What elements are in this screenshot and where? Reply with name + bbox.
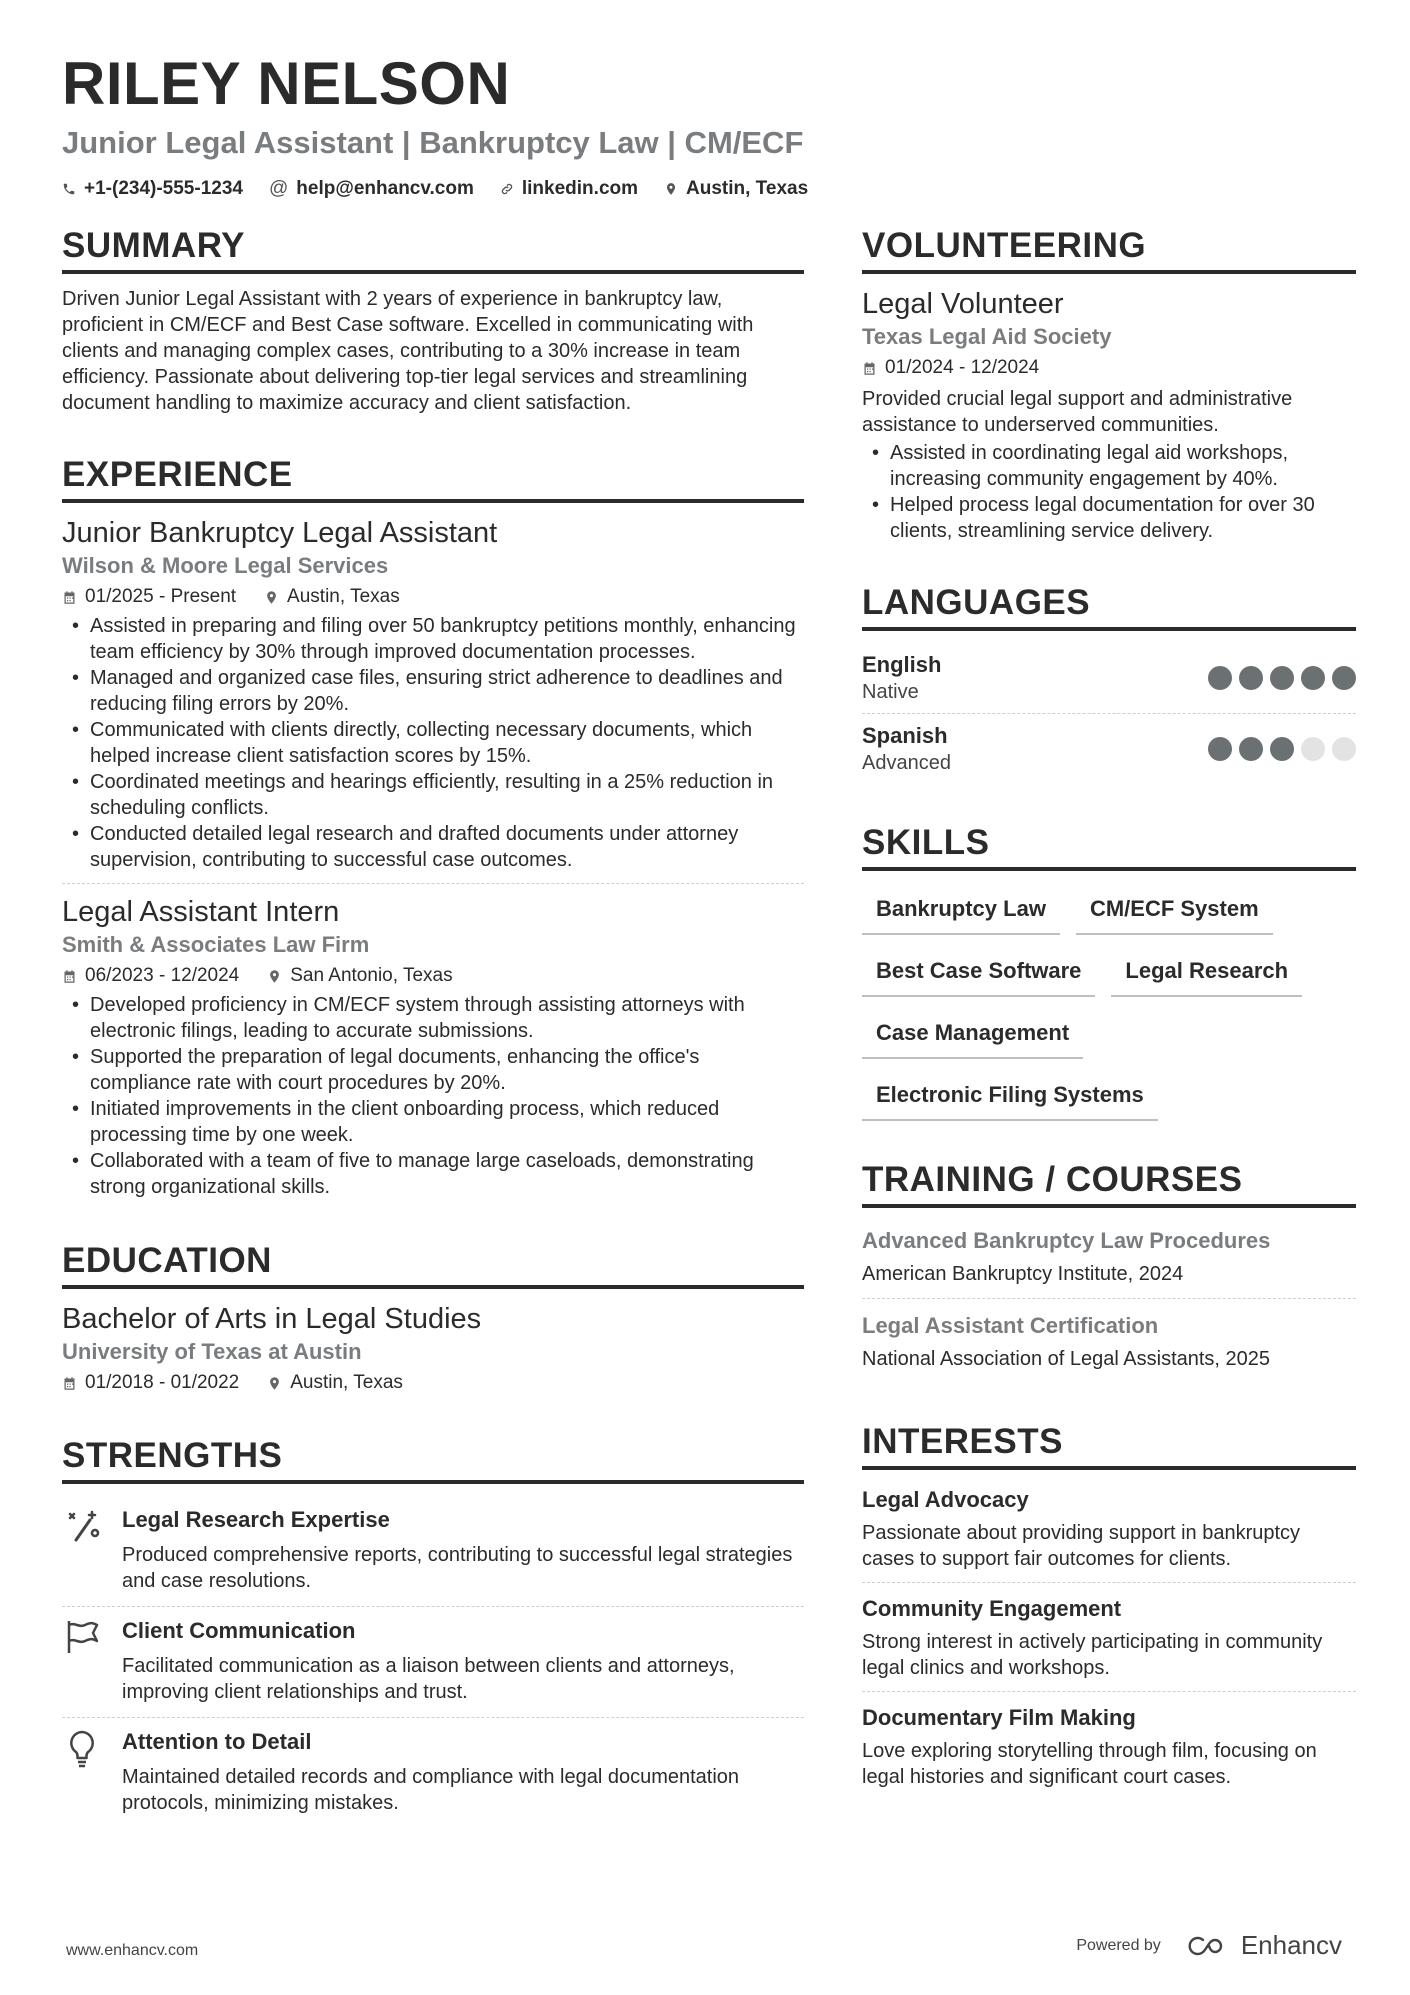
- language-item: [862, 713, 1356, 784]
- strength-item: [62, 1717, 804, 1828]
- job-dates: [62, 962, 239, 990]
- bullet-item: • Helped process legal documentation for over 30 clients, streamlining service delivery.: [862, 492, 1356, 544]
- skill-tag: Best Case Software: [862, 951, 1095, 997]
- volunteer-dates: [862, 354, 1039, 382]
- experience-entry: [62, 515, 804, 883]
- degree-title: Bachelor of Arts in Legal Studies: [62, 1303, 482, 1335]
- bullet-item: • Coordinated meetings and hearings efficiently, resulting in a 25% reduction in scheduling conflicts.: [62, 769, 804, 821]
- interests-heading: INTERESTS: [862, 1421, 1356, 1470]
- language-rating: [1208, 737, 1356, 761]
- phone-text: +1-(234)-555-1234: [84, 178, 243, 199]
- rating-dot-empty: [1332, 737, 1356, 761]
- link-icon: [500, 182, 514, 196]
- summary-section: [62, 225, 804, 416]
- education-section: [62, 1240, 804, 1397]
- strength-item: [62, 1496, 804, 1606]
- summary-heading: SUMMARY: [62, 225, 804, 274]
- course-title: Legal Assistant Certification: [862, 1313, 1159, 1338]
- contact-email[interactable]: [269, 178, 474, 200]
- bullet-item: • Assisted in preparing and filing over 50 bankruptcy petitions monthly, enhancing team efficiency by 30% through improved documentation processes.: [62, 613, 804, 665]
- language-level: Native: [862, 681, 919, 703]
- job-location: [267, 962, 452, 990]
- skill-tag: CM/ECF System: [1076, 889, 1273, 935]
- right-column: [862, 225, 1356, 1838]
- skill-tag: Electronic Filing Systems: [862, 1075, 1158, 1121]
- education-meta: [62, 1369, 804, 1397]
- rating-dot-filled: [1208, 737, 1232, 761]
- interest-title: Legal Advocacy: [862, 1487, 1029, 1512]
- company-name: Wilson & Moore Legal Services: [62, 553, 389, 578]
- rating-dot-filled: [1270, 737, 1294, 761]
- candidate-name: RILEY NELSON: [62, 50, 511, 117]
- brand-name: Enhancv: [1240, 1930, 1342, 1960]
- powered-by-label: Powered by: [1076, 1936, 1161, 1954]
- company-name: Smith & Associates Law Firm: [62, 932, 370, 957]
- location-pin-icon: [664, 182, 678, 196]
- calendar-icon: [862, 361, 877, 376]
- contact-location: [664, 178, 808, 200]
- training-section: [862, 1159, 1356, 1383]
- interest-text: Love exploring storytelling through film, focusing on legal histories and significant court cases.: [862, 1740, 1317, 1788]
- wand-icon: [62, 1506, 102, 1546]
- languages-section: [862, 582, 1356, 784]
- language-name: Spanish: [862, 723, 948, 748]
- course-title: Advanced Bankruptcy Law Procedures: [862, 1228, 1271, 1253]
- volunteering-section: [862, 225, 1356, 544]
- interest-title: Community Engagement: [862, 1596, 1122, 1621]
- brand-logo[interactable]: [1185, 1930, 1342, 1961]
- language-level: Advanced: [862, 752, 951, 774]
- language-item: [862, 643, 1356, 713]
- skill-tag: Case Management: [862, 1013, 1083, 1059]
- experience-heading: EXPERIENCE: [62, 454, 804, 503]
- bullet-item: • Initiated improvements in the client onboarding process, which reduced processing time by one week.: [62, 1096, 804, 1148]
- strength-title: Client Communication: [122, 1618, 356, 1643]
- volunteer-bullets: [862, 440, 1356, 544]
- calendar-icon: [62, 590, 77, 605]
- bullet-item: • Assisted in coordinating legal aid workshops, increasing community engagement by 40%.: [862, 440, 1356, 492]
- job-dates: [62, 583, 236, 611]
- rating-dot-filled: [1239, 737, 1263, 761]
- location-pin-icon: [264, 590, 279, 605]
- interest-text: Strong interest in actively participating in community legal clinics and workshops.: [862, 1631, 1323, 1679]
- language-name: English: [862, 652, 942, 677]
- lightbulb-icon: [62, 1728, 102, 1768]
- volunteering-heading: VOLUNTEERING: [862, 225, 1356, 274]
- job-meta: [62, 962, 804, 990]
- enhancv-logo-icon: [1185, 1934, 1231, 1958]
- summary-text: Driven Junior Legal Assistant with 2 years of experience in bankruptcy law, proficient in CM/ECF and Best Case software. Excelled in communicating with clients and managing complex cases, contributing to a 30% increase in team efficiency. Passionate about delivering top-tier legal services and streamlining document handling to maximize accuracy and client satisfaction.: [62, 288, 754, 414]
- strength-item: [62, 1606, 804, 1717]
- interest-item: [862, 1482, 1356, 1582]
- course-provider: American Bankruptcy Institute, 2024: [862, 1263, 1184, 1285]
- phone-icon: [62, 182, 76, 196]
- location-text: Austin, Texas: [686, 178, 809, 199]
- bullet-item: • Developed proficiency in CM/ECF system through assisting attorneys with electronic filings, leading to accurate submissions.: [62, 992, 804, 1044]
- contact-phone[interactable]: [62, 178, 243, 200]
- bullet-item: • Supported the preparation of legal documents, enhancing the office's compliance rate with court procedures by 20%.: [62, 1044, 804, 1096]
- training-heading: TRAINING / COURSES: [862, 1159, 1356, 1208]
- flag-icon: [62, 1617, 102, 1657]
- rating-dot-empty: [1301, 737, 1325, 761]
- skill-tag: Legal Research: [1111, 951, 1302, 997]
- school-name: University of Texas at Austin: [62, 1339, 362, 1364]
- job-location: [264, 583, 400, 611]
- location-pin-icon: [267, 1376, 282, 1391]
- linkedin-text: linkedin.com: [521, 178, 639, 199]
- job-bullets: [62, 613, 804, 873]
- interest-text: Passionate about providing support in bankruptcy cases to support fair outcomes for clients.: [862, 1522, 1301, 1570]
- rating-dot-filled: [1239, 666, 1263, 690]
- left-column: [62, 225, 804, 1866]
- strength-title: Attention to Detail: [122, 1729, 312, 1754]
- volunteer-meta: [862, 354, 1356, 382]
- education-location: [267, 1369, 403, 1397]
- strength-text: Produced comprehensive reports, contributing to successful legal strategies and case resolutions.: [122, 1544, 793, 1592]
- calendar-icon: [62, 1376, 77, 1391]
- course-item: [862, 1298, 1356, 1383]
- interest-title: Documentary Film Making: [862, 1705, 1136, 1730]
- skills-heading: SKILLS: [862, 822, 1356, 871]
- bullet-item: • Managed and organized case files, ensuring strict adherence to deadlines and reducing filing errors by 20%.: [62, 665, 804, 717]
- job-dates-text: 06/2023 - 12/2024: [85, 965, 240, 986]
- interest-item: [862, 1691, 1356, 1800]
- education-location-text: Austin, Texas: [290, 1372, 403, 1393]
- resume-header: [62, 48, 1352, 200]
- bullet-item: • Collaborated with a team of five to manage large caseloads, demonstrating strong organizational skills.: [62, 1148, 804, 1200]
- strength-title: Legal Research Expertise: [122, 1507, 390, 1532]
- rating-dot-filled: [1208, 666, 1232, 690]
- rating-dot-filled: [1270, 666, 1294, 690]
- language-rating: [1208, 666, 1356, 690]
- bullet-item: • Communicated with clients directly, collecting necessary documents, which helped increase client satisfaction scores by 15%.: [62, 717, 804, 769]
- course-item: [862, 1220, 1356, 1298]
- volunteer-dates-text: 01/2024 - 12/2024: [885, 357, 1040, 378]
- strengths-section: [62, 1435, 804, 1828]
- rating-dot-filled: [1332, 666, 1356, 690]
- contact-linkedin[interactable]: [500, 178, 638, 200]
- course-provider: National Association of Legal Assistants, 2025: [862, 1348, 1271, 1370]
- footer-website[interactable]: www.enhancv.com: [66, 1942, 199, 1959]
- job-title: Junior Bankruptcy Legal Assistant: [62, 517, 498, 549]
- at-icon: @: [268, 178, 289, 199]
- strengths-heading: STRENGTHS: [62, 1435, 804, 1484]
- job-bullets: [62, 992, 804, 1200]
- skills-section: [862, 822, 1356, 1121]
- interest-item: [862, 1582, 1356, 1691]
- email-text: help@enhancv.com: [296, 178, 474, 199]
- volunteer-description: Provided crucial legal support and administrative assistance to underserved communities.: [862, 388, 1293, 436]
- job-location-text: San Antonio, Texas: [290, 965, 453, 986]
- bullet-item: • Conducted detailed legal research and drafted documents under attorney supervision, contributing to successful case outcomes.: [62, 821, 804, 873]
- strength-text: Maintained detailed records and compliance with legal documentation protocols, minimizing mistakes.: [122, 1766, 740, 1814]
- rating-dot-filled: [1301, 666, 1325, 690]
- job-location-text: Austin, Texas: [287, 586, 400, 607]
- experience-section: [62, 454, 804, 1210]
- contact-bar: [62, 178, 1352, 200]
- education-dates: [62, 1369, 239, 1397]
- skill-tag: Bankruptcy Law: [862, 889, 1060, 935]
- job-dates-text: 01/2025 - Present: [85, 586, 237, 607]
- footer-branding: [1076, 1930, 1342, 1961]
- strength-text: Facilitated communication as a liaison between clients and attorneys, improving client relationships and trust.: [122, 1655, 735, 1703]
- skills-list: [862, 883, 1356, 1121]
- location-pin-icon: [267, 969, 282, 984]
- languages-heading: LANGUAGES: [862, 582, 1356, 631]
- education-dates-text: 01/2018 - 01/2022: [85, 1372, 240, 1393]
- volunteer-org: Texas Legal Aid Society: [862, 324, 1112, 349]
- job-title: Legal Assistant Intern: [62, 896, 340, 928]
- calendar-icon: [62, 969, 77, 984]
- job-meta: [62, 583, 804, 611]
- interests-section: [862, 1421, 1356, 1800]
- experience-entry: [62, 883, 804, 1210]
- volunteer-title: Legal Volunteer: [862, 288, 1064, 320]
- education-heading: EDUCATION: [62, 1240, 804, 1289]
- candidate-title: Junior Legal Assistant | Bankruptcy Law | CM/ECF: [62, 125, 804, 160]
